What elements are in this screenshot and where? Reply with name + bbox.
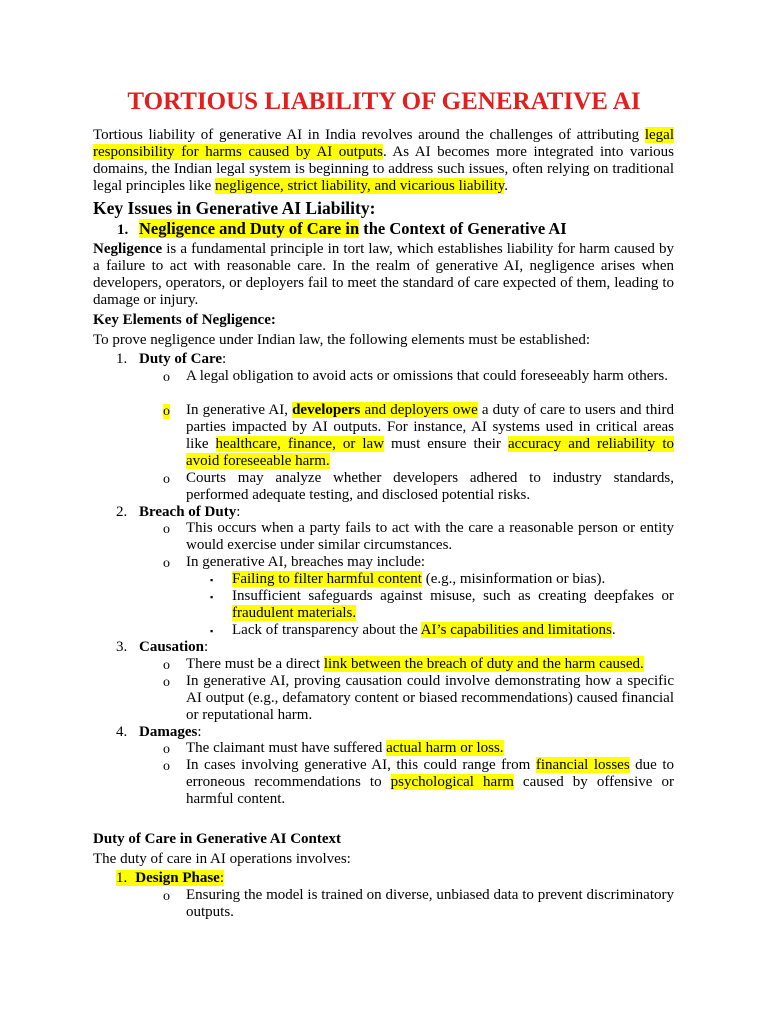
bullet-square: ▪: [210, 592, 214, 602]
sub-item: [186, 757, 674, 808]
highlight-filter: Failing to filter harmful content: [232, 571, 422, 587]
list-item-label: Breach of Duty: [139, 504, 237, 520]
bullet-o-highlight: o: [163, 404, 170, 419]
bullet-o: o: [163, 556, 170, 571]
intro-paragraph: [93, 127, 674, 195]
sub-item-text: There must be a direct: [186, 656, 324, 672]
section-heading-rest: the Context of Generative AI: [359, 219, 567, 238]
highlight-developers: developers: [292, 402, 361, 418]
intro-text-3: .: [504, 178, 509, 194]
sub-item-text: caused by offensive or harmful content.: [186, 774, 674, 807]
sub-item: In generative AI, breaches may include:: [186, 554, 426, 570]
highlight-financial-losses: financial losses: [535, 757, 630, 773]
sub-sub-item: [232, 588, 674, 622]
list-item-duty-of-care: [139, 351, 226, 368]
list-item-label: Duty of Care: [139, 351, 223, 367]
highlight-fraudulent: fraudulent materials.: [232, 605, 357, 621]
bullet-o: o: [163, 742, 170, 757]
colon: :: [197, 724, 202, 740]
list-item-design-phase: [116, 870, 224, 887]
colon: :: [236, 504, 241, 520]
key-elements-heading: Key Elements of Negligence:: [93, 312, 276, 328]
bullet-o: o: [163, 658, 170, 673]
negligence-definition: is a fundamental principle in tort law, which establishes liability for harm caused by a failure to act with reasonable care. In the realm of generative AI, negligence arises when developers, operators, or deployers fail to meet the standard of care expected of them, leading to damage or injury.: [93, 241, 674, 308]
sub-item: [186, 740, 674, 757]
sub-item: Courts may analyze whether developers adhered to industry standards, performed adequate testing, and disclosed potential risks.: [186, 470, 674, 503]
negligence-term: Negligence: [93, 241, 163, 257]
list-item-breach-of-duty: [139, 504, 240, 521]
section-heading-highlight: Negligence and Duty of Care in: [139, 219, 360, 238]
bullet-o: o: [163, 889, 170, 904]
sub-item-text: a duty of care to users and third parties impacted by AI outputs. For instance, AI systems used in critical areas like: [186, 402, 674, 452]
bullet-o: [163, 403, 170, 420]
bullet-square: ▪: [210, 575, 214, 585]
sub-item: This occurs when a party fails to act with the care a reasonable person or entity would exercise under similar circumstances.: [186, 520, 674, 553]
bullet-square: ▪: [210, 626, 214, 636]
page-title: TORTIOUS LIABILITY OF GENERATIVE AI: [127, 88, 641, 115]
sub-item: [186, 402, 674, 470]
key-elements-intro: To prove negligence under Indian law, the following elements must be established:: [93, 332, 591, 348]
highlight-capabilities: AI’s capabilities and limitations: [420, 622, 612, 638]
highlight-critical-areas: healthcare, finance, or law: [215, 436, 385, 452]
sub-item: [186, 656, 674, 673]
duty-of-care-heading: Duty of Care in Generative AI Context: [93, 831, 342, 847]
list-number: 2.: [116, 504, 128, 520]
bullet-o: o: [163, 522, 170, 537]
sub-sub-item-text: (e.g., misinformation or bias).: [421, 571, 606, 587]
highlight-deployers: and deployers owe: [360, 402, 478, 418]
sub-item: A legal obligation to avoid acts or omissions that could foreseeably harm others.: [186, 368, 668, 384]
bullet-o: o: [163, 675, 170, 690]
intro-highlight-1: legal responsibility for harms caused by AI outputs: [93, 127, 674, 160]
colon: :: [204, 639, 209, 655]
highlight-link: link between the breach of duty and the harm caused.: [323, 656, 644, 672]
highlight-accuracy: accuracy and reliability to avoid foreseeable harm.: [186, 436, 674, 469]
intro-text-2: . As AI becomes more integrated into various domains, the Indian legal system is beginning to address such issues, often relying on traditional legal principles like: [93, 144, 675, 194]
colon: :: [222, 351, 227, 367]
bullet-o: o: [163, 370, 170, 385]
colon: :: [219, 870, 225, 886]
duty-of-care-intro: The duty of care in AI operations involves:: [93, 851, 351, 867]
section-number: 1.: [117, 222, 129, 238]
sub-item-text: due to erroneous recommendations to: [186, 757, 675, 790]
list-item-causation: [139, 639, 208, 656]
bullet-o: o: [163, 472, 170, 487]
section-heading-negligence: [117, 219, 567, 239]
sub-item-text: The claimant must have suffered: [186, 740, 387, 756]
key-issues-heading: Key Issues in Generative AI Liability:: [93, 198, 376, 218]
negligence-paragraph: [93, 241, 674, 309]
list-number: 1.: [116, 870, 128, 886]
list-item-label: Design Phase: [135, 870, 220, 886]
bullet-o: o: [163, 759, 170, 774]
list-number: 4.: [116, 724, 128, 740]
list-item-label: Damages: [139, 724, 198, 740]
list-item-label: Causation: [139, 639, 205, 655]
sub-sub-item-text: .: [611, 622, 616, 638]
list-item-damages: [139, 724, 202, 741]
highlight-actual-harm: actual harm or loss.: [386, 740, 504, 756]
list-number: 1.: [116, 351, 128, 367]
sub-sub-item: [232, 622, 674, 639]
sub-sub-item: [232, 571, 674, 588]
sub-sub-item-text: Insufficient safeguards against misuse, such as creating deepfakes or: [232, 588, 674, 604]
list-number: 3.: [116, 639, 128, 655]
sub-item: Ensuring the model is trained on diverse, unbiased data to prevent discriminatory outputs.: [186, 887, 674, 920]
sub-item-text: In cases involving generative AI, this could range from: [186, 757, 536, 773]
sub-item: In generative AI, proving causation could involve demonstrating how a specific AI output (e.g., defamatory content or biased recommendations) caused financial or reputational harm.: [186, 673, 674, 723]
sub-item-text: In generative AI,: [186, 402, 293, 418]
intro-text-1: Tortious liability of generative AI in India revolves around the challenges of attributing: [93, 127, 645, 143]
highlight-psychological-harm: psychological harm: [390, 774, 514, 790]
sub-sub-item-text: Lack of transparency about the: [232, 622, 421, 638]
intro-highlight-2: negligence, strict liability, and vicarious liability: [215, 178, 505, 194]
design-phase-highlight: [116, 870, 224, 886]
sub-item-text: must ensure their: [384, 436, 508, 452]
